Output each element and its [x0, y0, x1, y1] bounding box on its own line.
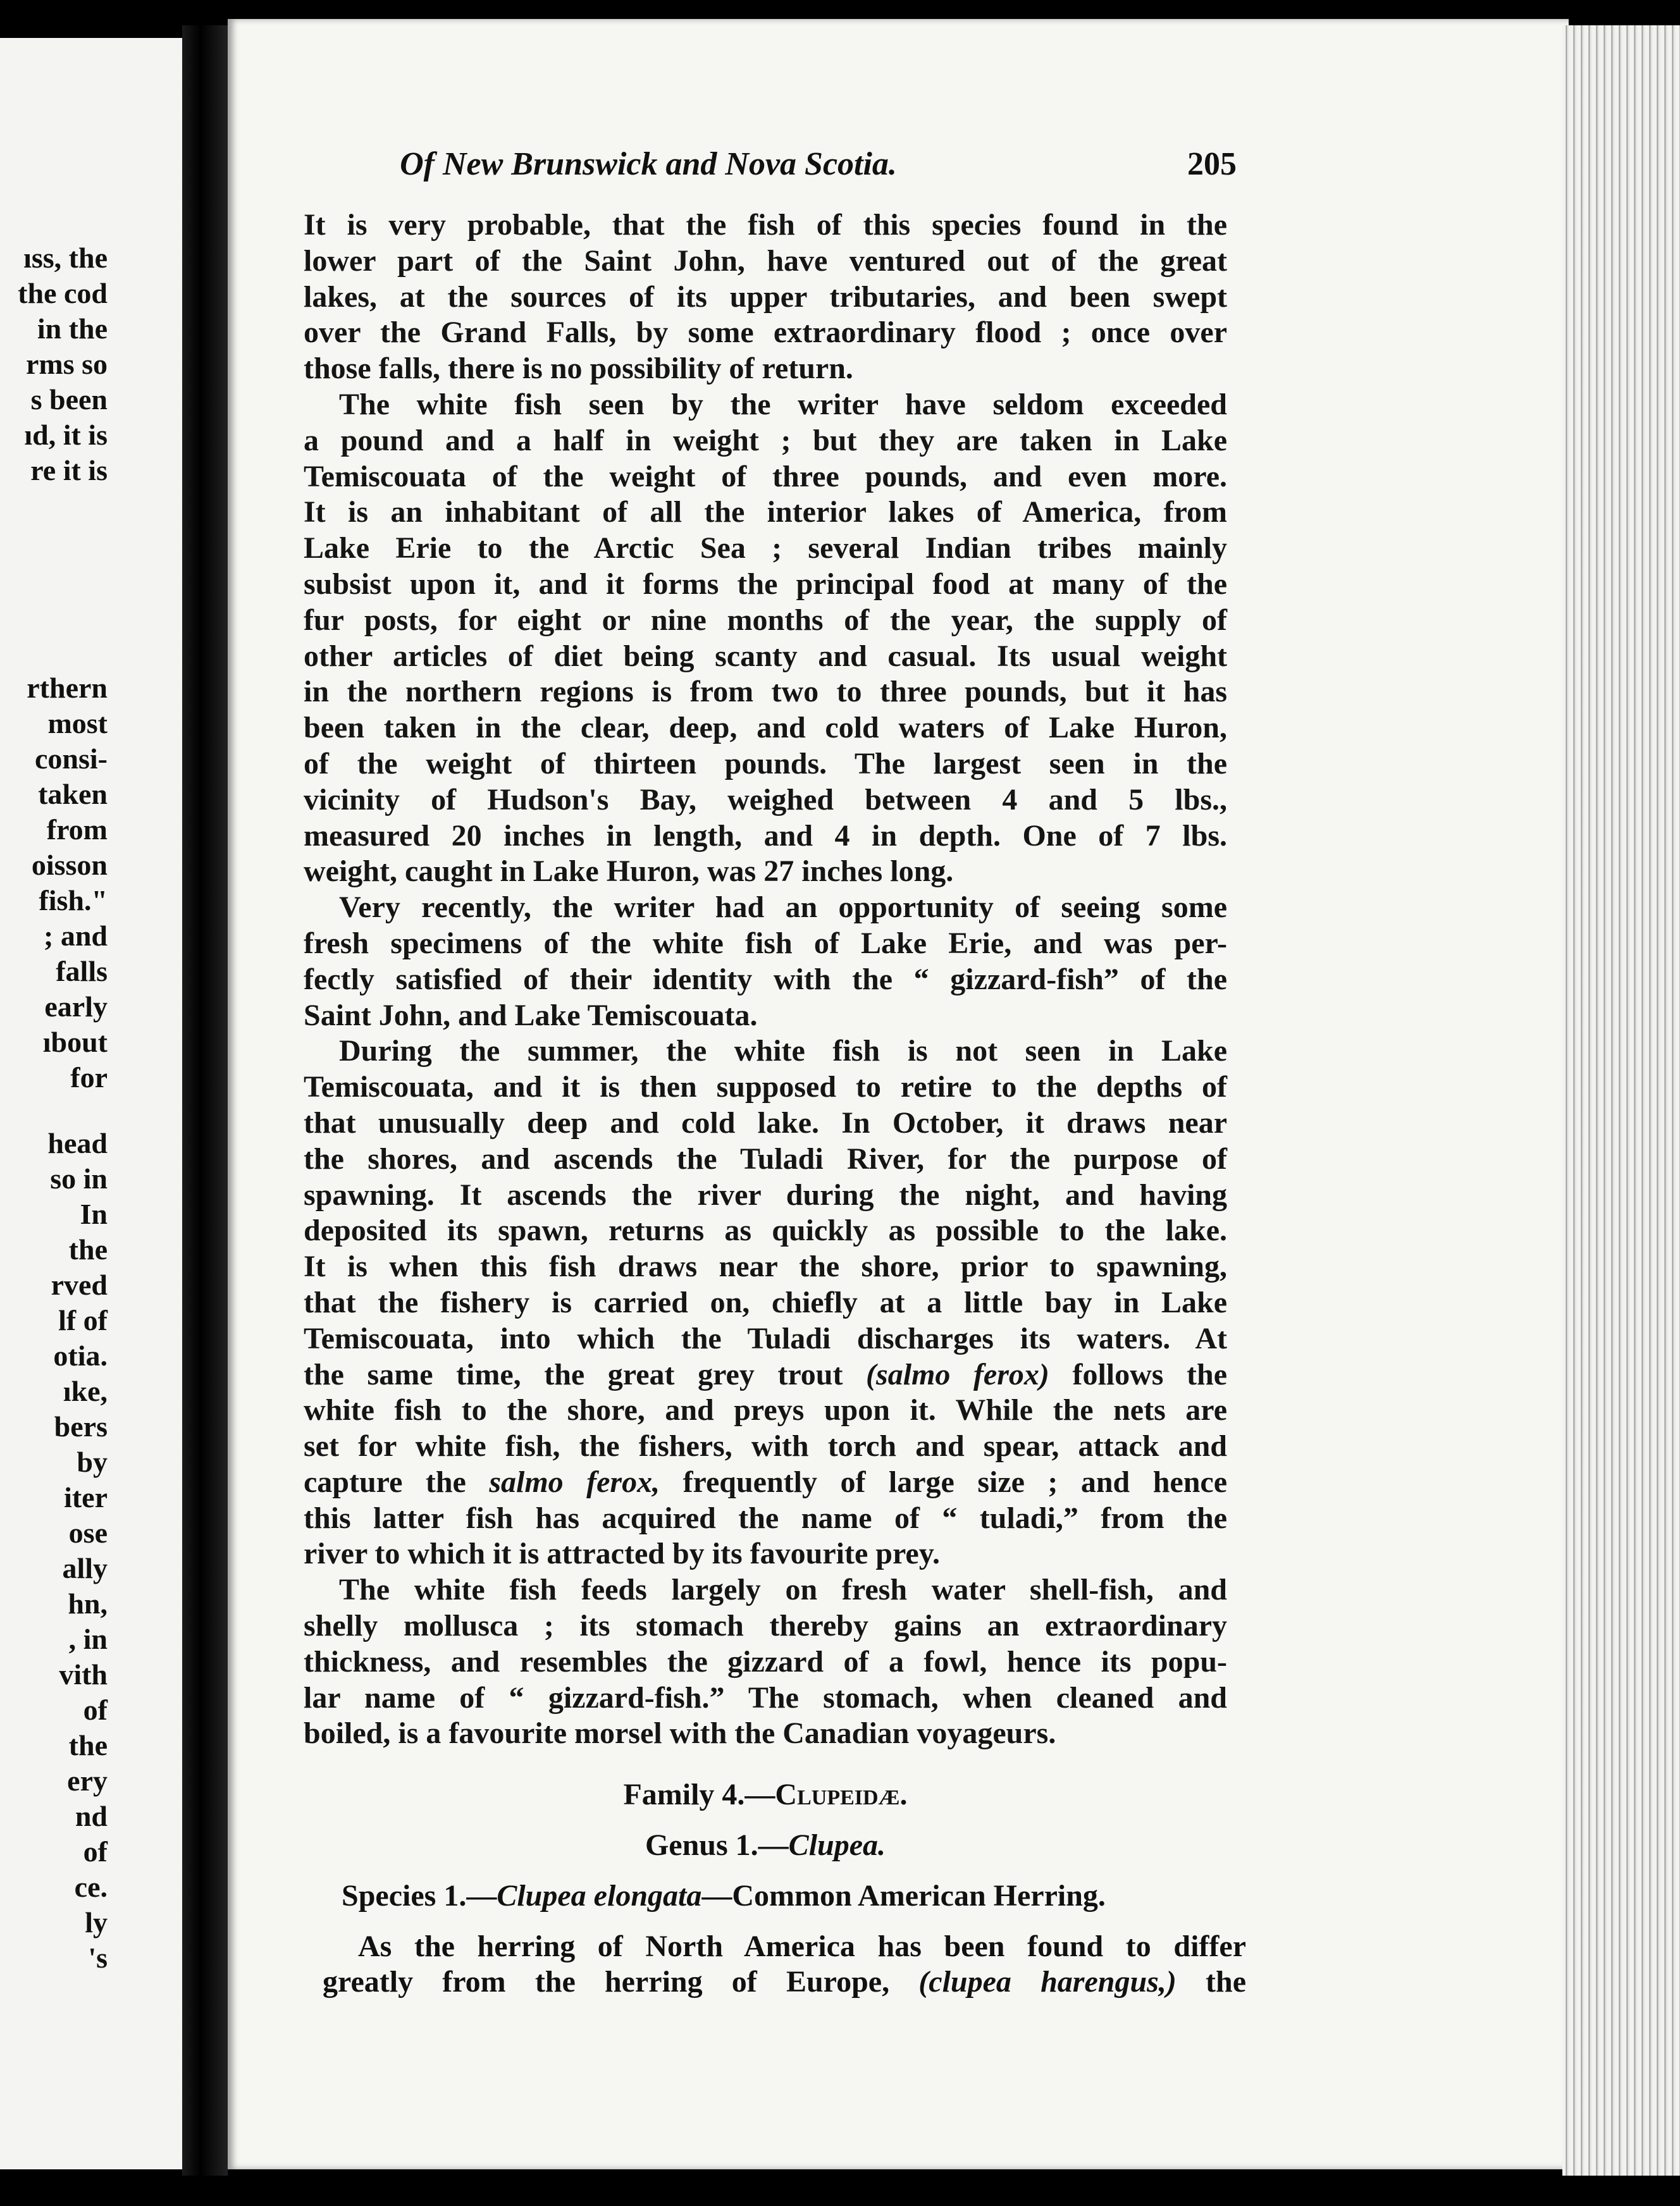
facing-page-line: falls [56, 955, 108, 987]
book-gutter [182, 25, 228, 2176]
text-line: spawning. It ascends the river during the night, and having [304, 1178, 1227, 1212]
text-line: The white fish feeds largely on fresh water shell-fish, and [339, 1573, 1227, 1607]
text-line: that unusually deep and cold lake. In October, it draws near [304, 1106, 1227, 1140]
facing-page-line: the [68, 1233, 108, 1266]
text-line: lar name of “ gizzard-fish.” The stomach, when cleaned and [304, 1680, 1227, 1715]
facing-page-line: oisson [31, 849, 108, 881]
facing-page-line: rthern [27, 672, 108, 704]
page-number: 205 [1187, 146, 1237, 182]
species-heading [342, 1877, 1240, 1915]
genus-prefix: Genus 1.— [645, 1828, 789, 1862]
text-line [304, 1465, 1227, 1501]
running-head [250, 139, 1237, 190]
facing-page-line: , in [68, 1623, 108, 1655]
facing-page-line: rved [51, 1269, 108, 1301]
text-line: river to which it is attracted by its favourite prey. [304, 1537, 941, 1571]
text-line: fresh specimens of the white fish of Lake Erie, and was per- [304, 926, 1227, 960]
facing-page-line: ally [62, 1552, 108, 1584]
facing-page-line: ıss, the [23, 242, 108, 274]
family-heading [304, 1776, 1227, 1814]
facing-page-line: from [46, 813, 108, 846]
genus-name: Clupea. [788, 1828, 886, 1862]
facing-page-line: s been [30, 383, 108, 416]
text-line: of the weight of thirteen pounds. The largest seen in the [304, 746, 1227, 780]
facing-page-line: ıke, [63, 1375, 108, 1407]
facing-page-line: In [80, 1198, 108, 1230]
text-line: in the northern regions is from two to three pounds, but it has [304, 675, 1227, 709]
family-prefix: Family 4.— [623, 1778, 775, 1811]
text-segment: the same time, the great grey trout [304, 1357, 867, 1391]
facing-page-line: early [44, 990, 108, 1023]
facing-page-line: iter [64, 1481, 108, 1513]
final-line-1: As the herring of North America has been found to differ [358, 1930, 1246, 1963]
facing-page-line: in the [37, 312, 108, 345]
facing-page-line: consi- [35, 743, 108, 775]
family-name: Clupeidæ. [775, 1778, 908, 1811]
facing-page-line: rms so [25, 348, 108, 380]
main-text [304, 207, 1227, 1752]
facing-page-line: vith [59, 1658, 108, 1691]
text-line: Temiscouata, and it is then supposed to retire to the depths of [304, 1070, 1227, 1104]
text-line: shelly mollusca ; its stomach thereby gains an extraordinary [304, 1609, 1227, 1643]
final-line-2-italic: (clupea harengus,) [918, 1965, 1177, 1999]
text-line: been taken in the clear, deep, and cold waters of Lake Huron, [304, 711, 1227, 745]
text-line: During the summer, the white fish is not seen in Lake [339, 1034, 1227, 1068]
facing-page-line: 's [88, 1942, 108, 1974]
italic-text: (salmo ferox) [866, 1357, 1049, 1391]
text-line: thickness, and resembles the gizzard of a fowl, hence its popu- [304, 1644, 1227, 1679]
species-latin: Clupea elongata [497, 1879, 702, 1913]
facing-page-line: so in [50, 1162, 108, 1195]
text-line: Saint John, and Lake Temiscouata. [304, 998, 758, 1032]
genus-heading [304, 1827, 1227, 1864]
facing-page-line: otia. [53, 1340, 108, 1372]
text-line: set for white fish, the fishers, with torch and spear, attack and [304, 1429, 1227, 1463]
text-line: the shores, and ascends the Tuladi River, for the purpose of [304, 1142, 1227, 1176]
facing-page-line: of [83, 1835, 108, 1868]
text-line: lakes, at the sources of its upper tributaries, and been swept [304, 280, 1227, 314]
facing-page-line: ose [68, 1517, 108, 1549]
facing-page-line: head [47, 1127, 108, 1159]
text-segment: frequently of large size ; and hence [660, 1465, 1227, 1499]
facing-page-line: the [68, 1729, 108, 1761]
text-line: The white fish seen by the writer have seldom exceeded [339, 387, 1227, 421]
text-line: fectly satisfied of their identity with the “ gizzard-fish” of the [304, 962, 1227, 996]
facing-page-fragment [0, 38, 182, 2169]
facing-page-line: for [70, 1061, 108, 1094]
text-line: measured 20 inches in length, and 4 in depth. One of 7 lbs. [304, 818, 1227, 853]
final-line-2-b: the [1176, 1965, 1247, 1999]
text-line: vicinity of Hudson's Bay, weighed between 4 and 5 lbs., [304, 782, 1227, 816]
facing-page-line: by [77, 1446, 108, 1478]
facing-page-line: re it is [30, 454, 108, 486]
text-line: over the Grand Falls, by some extraordinary flood ; once over [304, 316, 1227, 350]
facing-page-line: ıbout [42, 1026, 108, 1058]
facing-page-line: ery [67, 1765, 108, 1797]
text-line: Very recently, the writer had an opportunity of seeing some [339, 890, 1227, 925]
text-line: this latter fish has acquired the name of “ tuladi,” from the [304, 1501, 1227, 1535]
text-line: those falls, there is no possibility of return. [304, 352, 853, 386]
text-line [304, 1357, 1227, 1393]
text-line: Temiscouata of the weight of three pounds, and even more. [304, 459, 1227, 493]
text-line: boiled, is a favourite morsel with the Canadian voyageurs. [304, 1716, 1056, 1751]
species-prefix: Species 1.— [342, 1879, 497, 1913]
facing-page-line: ıd, it is [24, 419, 108, 451]
text-line: white fish to the shore, and preys upon it. While the nets are [304, 1393, 1227, 1427]
text-line: other articles of diet being scanty and casual. Its usual weight [304, 639, 1227, 673]
facing-page-line: hn, [68, 1587, 108, 1620]
text-line: deposited its spawn, returns as quickly as possible to the lake. [304, 1214, 1227, 1248]
text-segment: follows the [1049, 1357, 1228, 1391]
text-line: subsist upon it, and it forms the principal food at many of the [304, 567, 1227, 601]
facing-page-line: nd [75, 1800, 108, 1832]
facing-page-line: ce. [74, 1871, 108, 1903]
facing-page-line: most [47, 707, 108, 739]
facing-page-line: taken [38, 778, 108, 810]
facing-page-line: bers [54, 1410, 108, 1443]
final-line-2-a: greatly from the herring of Europe, [323, 1965, 919, 1999]
facing-page-line: of [83, 1694, 108, 1726]
facing-page-line: lf of [58, 1304, 108, 1336]
text-segment: capture the [304, 1465, 490, 1499]
text-line: weight, caught in Lake Huron, was 27 inches long. [304, 854, 954, 889]
text-line: It is an inhabitant of all the interior lakes of America, from [304, 495, 1227, 529]
page-edges [1562, 25, 1680, 2176]
text-line: lower part of the Saint John, have ventured out of the great [304, 243, 1227, 278]
final-line-2 [323, 1964, 1246, 2000]
text-line: a pound and a half in weight ; but they are taken in Lake [304, 423, 1227, 457]
species-common: —Common American Herring. [701, 1879, 1106, 1913]
text-line: fur posts, for eight or nine months of the year, the supply of [304, 603, 1227, 637]
final-paragraph [323, 1929, 1246, 2000]
text-line: Lake Erie to the Arctic Sea ; several Indian tribes mainly [304, 531, 1227, 565]
facing-page-line: ; and [44, 920, 108, 952]
text-line: that the fishery is carried on, chiefly at a little bay in Lake [304, 1285, 1227, 1319]
running-title: Of New Brunswick and Nova Scotia. [400, 146, 897, 182]
facing-page-line: the cod [18, 277, 108, 309]
facing-page-line: fish." [39, 884, 108, 916]
text-line: It is when this fish draws near the shore, prior to spawning, [304, 1250, 1227, 1284]
facing-page-line: ly [85, 1906, 108, 1938]
text-line: Temiscouata, into which the Tuladi discharges its waters. At [304, 1321, 1227, 1355]
text-line: It is very probable, that the fish of this species found in the [304, 208, 1227, 242]
italic-text: salmo ferox, [489, 1465, 660, 1499]
